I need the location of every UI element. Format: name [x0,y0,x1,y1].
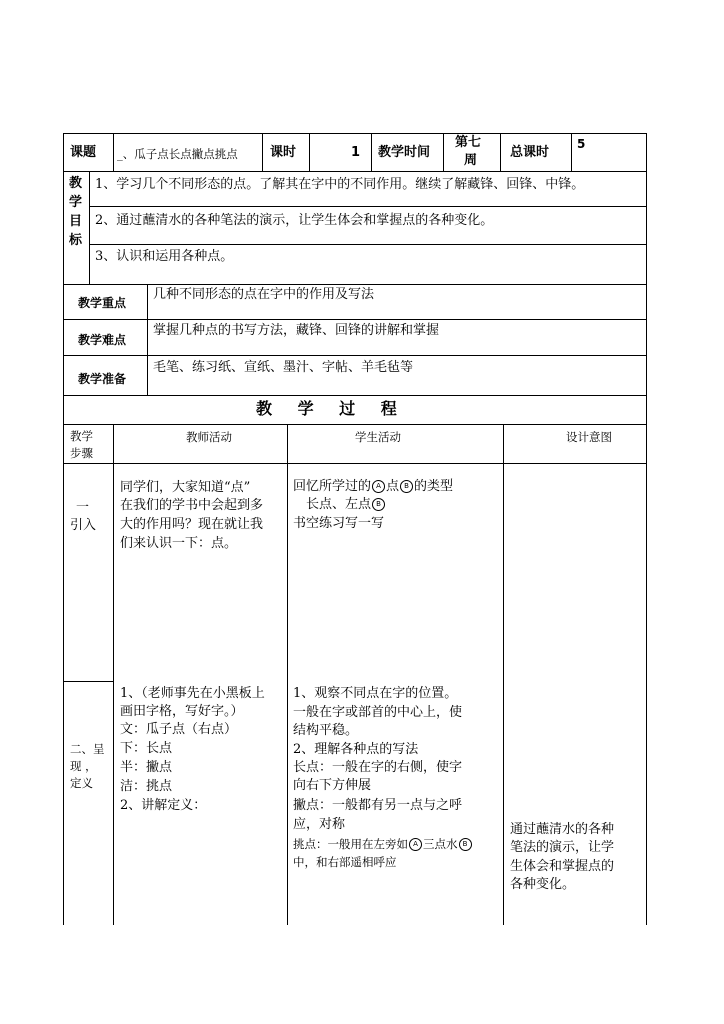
grid-line [89,171,90,284]
step2-student-line: 1、观察不同点在字的位置。 [293,686,458,701]
grid-line [371,133,372,171]
circled-a-icon: A [372,480,385,493]
grid-line [63,395,647,396]
step1-student-line [306,496,386,514]
period-value: 1 [351,145,361,160]
total-label: 总课时 [510,145,550,160]
step2-design-line: 各种变化。 [510,877,576,892]
goals-label-char: 标 [69,233,83,248]
step2-name-line1: 二、呈 [70,742,105,756]
difficulties-value: 掌握几种点的书写方法，藏锋、回锋的讲解和掌握 [153,323,440,338]
preparation-value: 毛笔、练习纸、宣纸、墨汁、字帖、羊毛毡等 [153,360,414,375]
grid-line [63,681,113,682]
step1-student-text: 的类型 [414,479,454,494]
circled-a-icon: A [409,838,422,851]
circled-b-icon: B [400,480,413,493]
grid-line [63,355,647,356]
step1-name-line1: 一 [76,500,90,515]
grid-line [309,133,310,171]
grid-line [500,133,501,171]
goals-label-char: 目 [69,214,83,229]
col-design: 设计意图 [566,430,612,444]
step2-design-line: 笔法的演示，让学 [510,840,615,855]
grid-line [63,133,647,134]
step2-design-line: 通过蘸清水的各种 [510,822,615,837]
grid-line [63,133,64,925]
key-points-label: 教学重点 [78,296,127,310]
step2-teacher-line: 半：撇点 [120,760,173,775]
step2-teacher-line: 1、（老师事先在小黑板上 [120,686,265,701]
goals-label-char: 教 [69,176,83,191]
step2-student-line: 向右下方伸展 [293,778,372,793]
step1-teacher-line: 们来认识一下：点。 [120,536,238,551]
step1-student-line: 书空练习写一写 [293,516,385,531]
step2-teacher-line: 下：长点 [120,741,173,756]
step2-student-line: 长点：一般在字的右侧，使字 [293,760,463,775]
step1-student-text: 长点、左点 [306,497,372,512]
step1-student-line [293,478,453,496]
grid-line [63,171,647,172]
time-label: 教学时间 [378,145,431,160]
col-teacher: 教师活动 [186,430,232,444]
grid-line [89,206,647,207]
process-title: 教 学 过 程 [256,399,407,418]
grid-line [571,133,572,171]
grid-line [503,424,504,925]
step1-teacher-line: 同学们，大家知道“点” [120,480,251,495]
step2-name-line2: 现 ， [70,759,97,773]
key-points-value: 几种不同形态的点在字中的作用及写法 [153,287,375,302]
grid-line [113,133,114,171]
grid-line [63,319,647,320]
grid-line [63,463,647,464]
step1-teacher-line: 大的作用吗？现在就让我 [120,517,264,532]
step1-teacher-line: 在我们的学书中会起到多 [120,498,264,513]
grid-line [63,284,647,285]
grid-line [287,424,288,925]
col-student: 学生活动 [355,430,401,444]
grid-line [646,133,647,925]
step2-tiao-text: 三点水 [423,837,458,851]
step1-student-text: 点 [386,479,400,494]
goal-item-3: 3、认识和运用各种点。 [95,249,234,264]
goals-label-char: 学 [69,195,83,210]
step1-student-text: 回忆所学过的 [293,479,372,494]
col-steps-line2: 步骤 [70,446,93,460]
circled-b-icon: B [459,838,472,851]
step2-student-line: 2、理解各种点的写法 [293,742,419,757]
step2-student-line: 应，对称 [293,817,346,832]
grid-line [89,244,647,245]
topic-label: 课题 [70,145,97,160]
grid-line [63,424,647,425]
step2-teacher-line: 文：瓜子点（右点） [120,722,238,737]
step2-tiao-text: 挑点：一般用在左旁如 [293,837,408,851]
week-line2: 周 [464,153,478,168]
step2-teacher-line: 洁：挑点 [120,779,173,794]
col-steps-line1: 教学 [70,429,93,443]
step1-name-line2: 引入 [70,518,97,533]
topic-value: _、瓜子点长点撇点挑点 [117,147,238,161]
goal-item-2: 2、通过蘸清水的各种笔法的演示，让学生体会和掌握点的各种变化。 [95,213,494,228]
step2-student-line: 撇点：一般都有另一点与之呼 [293,798,463,813]
step2-student-line: 中，和右部遥相呼应 [293,855,397,869]
period-label: 课时 [270,145,297,160]
grid-line [147,284,148,395]
grid-line [262,133,263,171]
grid-line [113,424,114,925]
step2-teacher-line: 2、讲解定义： [120,798,207,813]
step2-student-line: 结构平稳。 [293,723,359,738]
step2-teacher-line: 画田字格，写好字。） [120,704,244,719]
difficulties-label: 教学难点 [78,333,127,347]
step2-student-line [293,835,473,853]
step2-student-line: 一般在字或部首的中心上，使 [293,705,463,720]
step2-name-line3: 定义 [70,776,93,790]
step2-design-line: 生体会和掌握点的 [510,859,615,874]
total-value: 5 [577,137,586,151]
circled-b-icon: B [372,498,385,511]
goal-item-1: 1、学习几个不同形态的点。了解其在字中的不同作用。继续了解藏锋、回锋、中锋。 [95,177,585,192]
week-line1: 第七 [455,135,482,150]
preparation-label: 教学准备 [78,372,127,386]
grid-line [443,133,444,171]
